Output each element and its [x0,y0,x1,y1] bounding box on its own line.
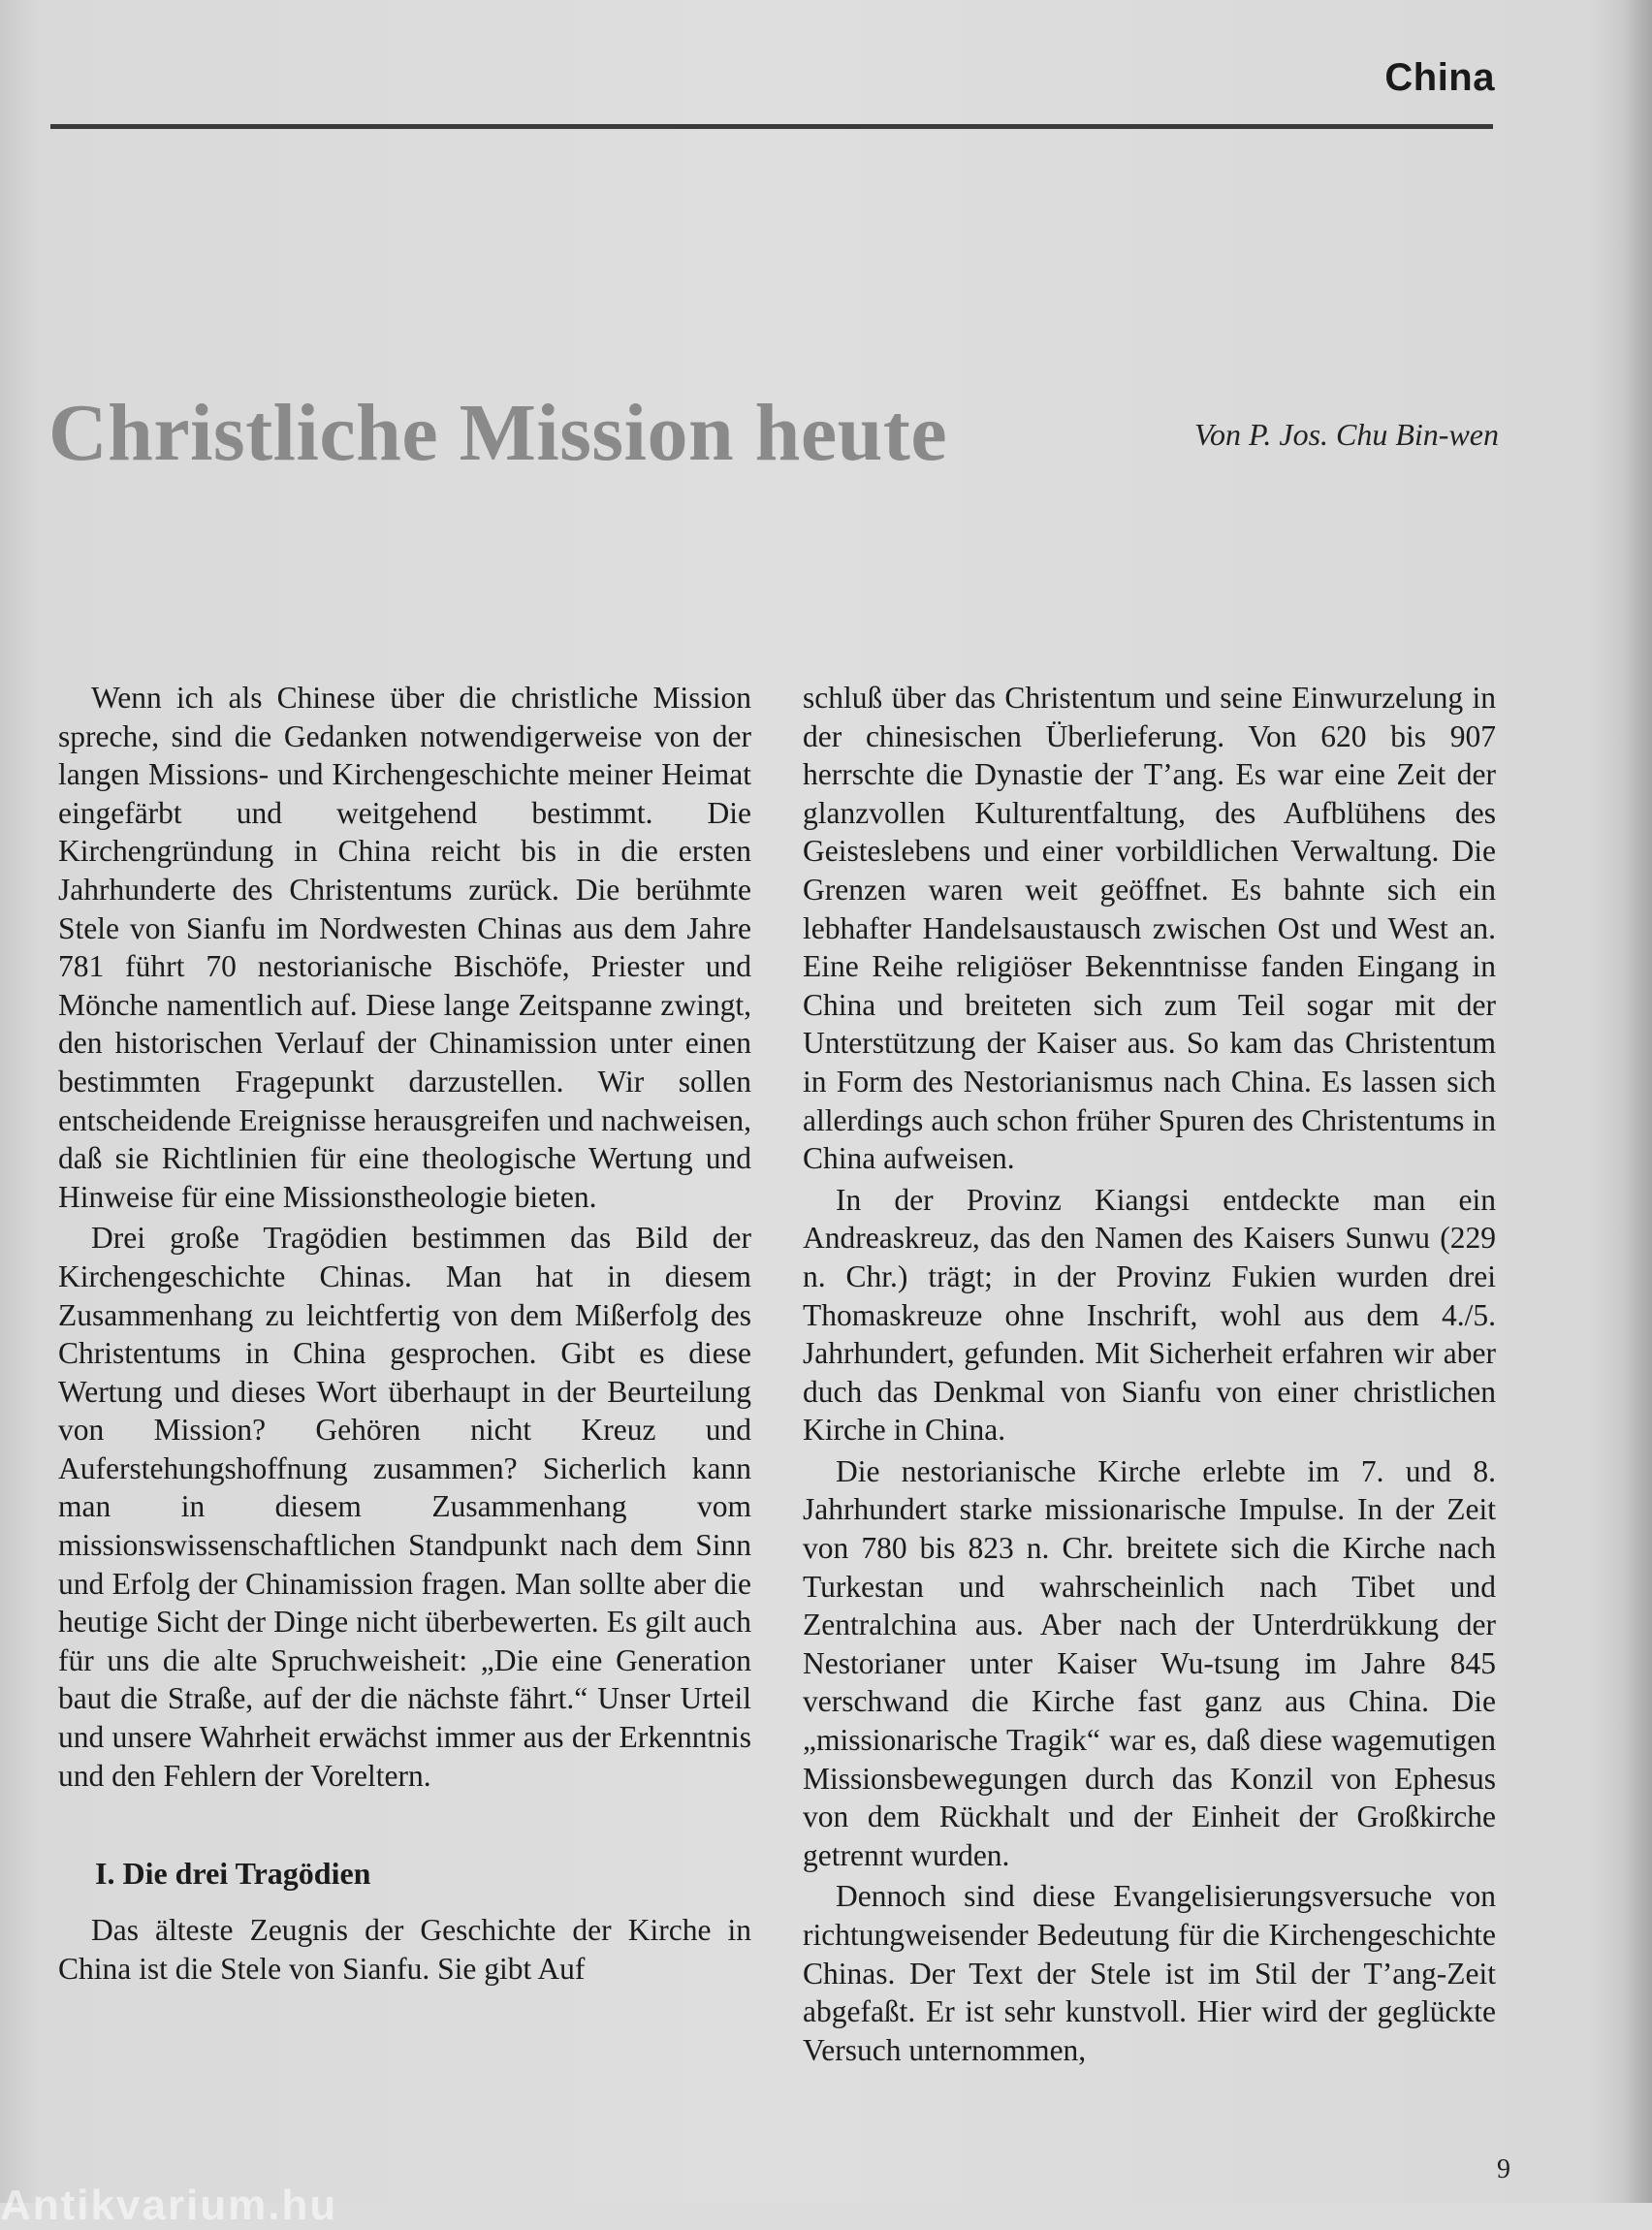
paragraph-crosses: In der Provinz Kiangsi entdeckte man ein Andreaskreuz, das den Namen des Kaisers Sunwu (229 n. Chr.) trägt; in der Provinz Fukien wurden drei Thomaskreuze ohne Inschrift, wohl aus dem 4./5. Jahrhundert, gefunden. Mit Sicherheit erfahren wir aber duch das Denkmal von Sianfu von einer christlichen Kirche in China. [803,1182,1496,1448]
header-rule [50,124,1493,129]
paragraph-nestorian-church: Die nestorianische Kirche erlebte im 7. und 8. Jahrhundert starke missionarische Impulse. In der Zeit von 780 bis 823 n. Chr. breitete sich die Kirche nach Turkestan und wahrscheinlich nach Tibet und Zentralchina aus. Aber nach der Unterdrükkung der Nestorianer unter Kaiser Wu-tsung im Jahre 845 verschwand die Kirche fast ganz aus China. Die „missionarische Tragik“ war es, daß diese wagemutigen Missionsbewegungen durch das Konzil von Ephesus von dem Rückhalt und der Einheit der Großkirche getrennt wurden. [803,1453,1496,1872]
article-title: Christliche Mission heute [48,388,948,478]
paragraph-tang-dynasty: schluß über das Christentum und seine Einwurzelung in der chinesischen Überlieferung. Von 620 bis 907 herrschte die Dynastie der T’ang. Es war eine Zeit der glanzvollen Kulturentfaltung, des Aufblühens des Geisteslebens und einer vorbildlichen Verwaltung. Die Grenzen waren weit geöffnet. Es bahnte sich ein lebhafter Handelsaustausch zwischen Ost und West an. Eine Reihe religiöser Bekenntnisse fanden Eingang in China und breiteten sich zum Teil sogar mit der Unterstützung der Kaiser aus. So kam das Christentum in Form des Nestorianismus nach China. Es lassen sich allerdings auch schon früher Spuren des Christentums in China aufweisen. [803,681,1496,1176]
left-column [58,679,751,1991]
page-number: 9 [1497,2154,1510,2184]
section-heading: I. Die drei Tragödien [95,1856,371,1892]
paragraph-stele: Das älteste Zeugnis der Geschichte der Kirche in China ist die Stele von Sianfu. Sie gibt Auf [58,1913,751,1986]
article-byline: Von P. Jos. Chu Bin-wen [1193,417,1499,452]
paragraph-evangelization: Dennoch sind diese Evangelisierungsversuche von richtungweisender Bedeutung für die Kirchengeschichte Chinas. Der Text der Stele ist im Stil der T’ang-Zeit abgefaßt. Er ist sehr kunstvoll. Hier wird der geglückte Versuch unternommen, [803,1879,1496,2067]
page-edge-shadow [1623,0,1652,2203]
section-label: China [1384,56,1495,99]
watermark: Antikvarium.hu [0,2182,338,2229]
paragraph-intro: Wenn ich als Chinese über die christliche Mission spreche, sind die Gedanken notwendigerweise von der langen Missions- und Kirchengeschichte meiner Heimat eingefärbt und weitgehend bestimmt. Die Kirchengründung in China reicht bis in die ersten Jahrhunderte des Christentums zurück. Die berühmte Stele von Sianfu im Nordwesten Chinas aus dem Jahre 781 führt 70 nestorianische Bischöfe, Priester und Mönche namentlich auf. Diese lange Zeitspanne zwingt, den historischen Verlauf der Chinamission unter einen bestimmten Fragepunkt darzustellen. Wir sollen entscheidende Ereignisse herausgreifen und nachweisen, daß sie Richtlinien für eine theologische Wertung und Hinweise für eine Missionstheologie bieten. [58,681,751,1214]
right-column [803,679,1496,2072]
paragraph-tragedies: Drei große Tragödien bestimmen das Bild der Kirchengeschichte Chinas. Man hat in diesem Zusammenhang zu leichtfertig von dem Mißerfolg des Christentums in China gesprochen. Gibt es diese Wertung und dieses Wort überhaupt in der Beurteilung von Mission? Gehören nicht Kreuz und Auferstehungshoffnung zusammen? Sicherlich kann man in diesem Zusammenhang vom missionswissenschaftlichen Standpunkt nach dem Sinn und Erfolg der Chinamission fragen. Man sollte aber die heutige Sicht der Dinge nicht überbewerten. Es gilt auch für uns die alte Spruchweisheit: „Die eine Generation baut die Straße, auf der die nächste fährt.“ Unser Urteil und unsere Wahrheit erwächst immer aus der Erkenntnis und den Fehlern der Voreltern. [58,1221,751,1793]
